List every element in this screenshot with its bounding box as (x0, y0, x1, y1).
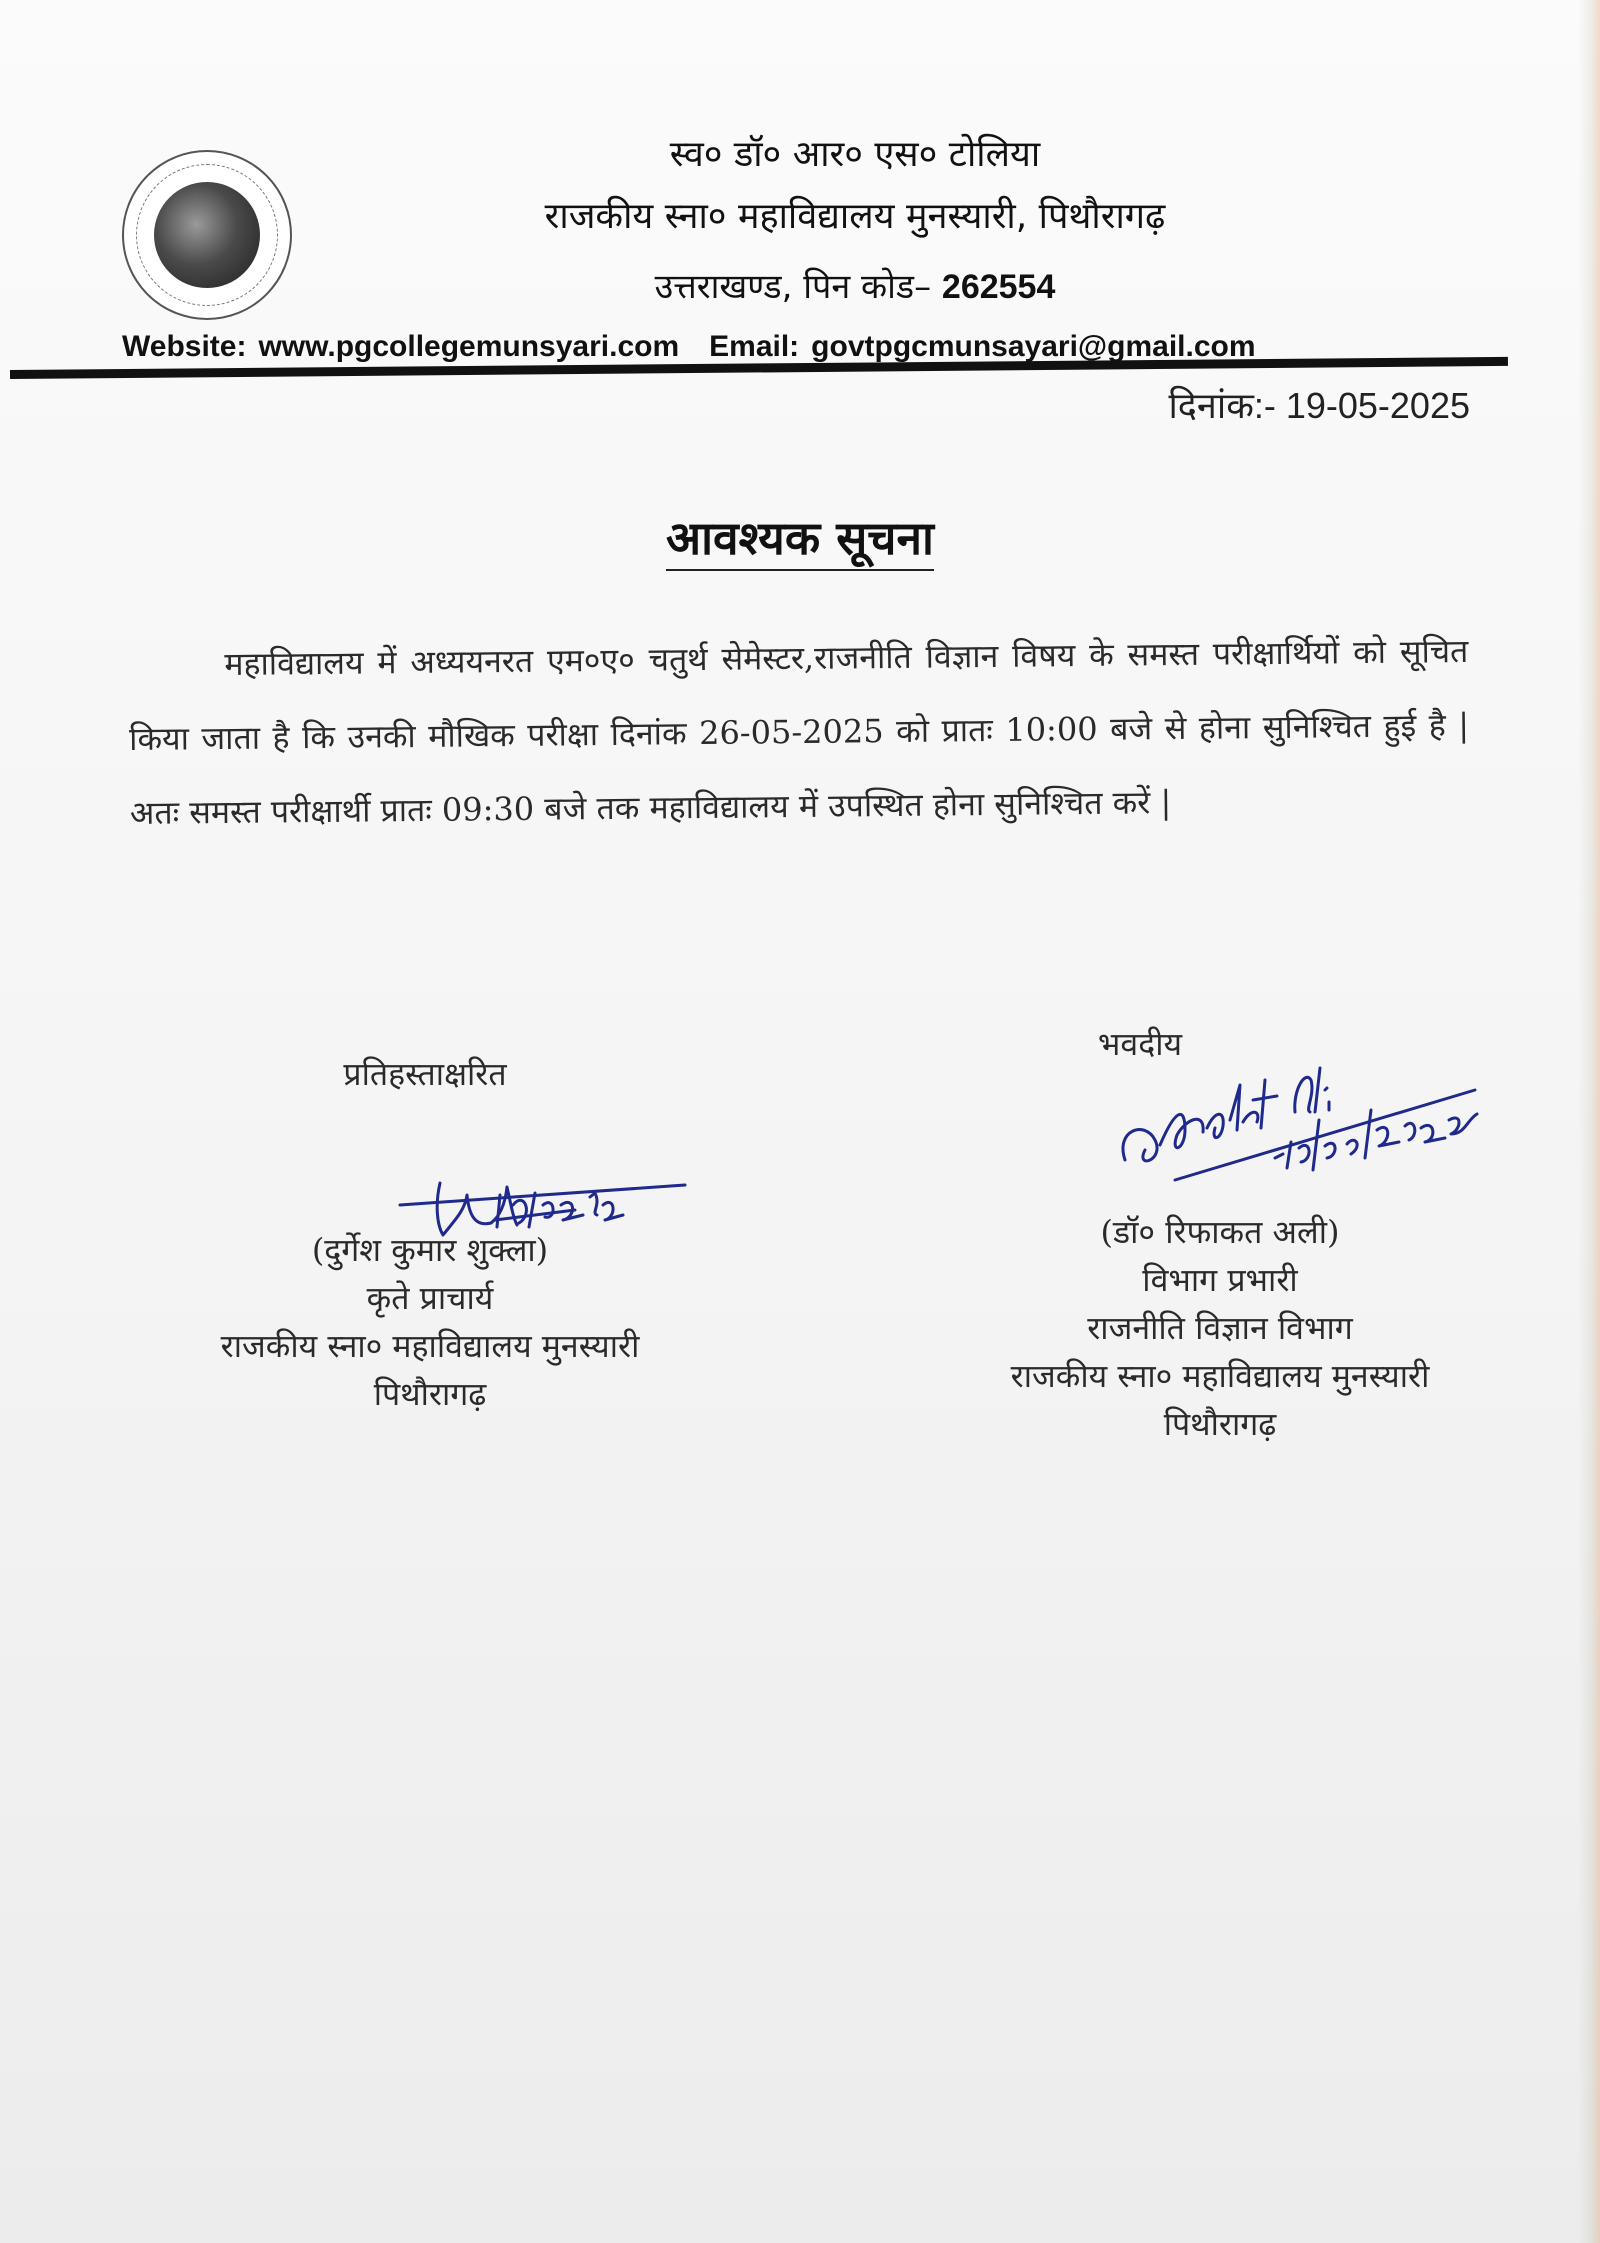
right-signatory-institution: राजकीय स्ना० महाविद्यालय मुनस्यारी (1010, 1357, 1430, 1395)
countersigned-heading: प्रतिहस्ताक्षरित (343, 1055, 507, 1093)
right-signatory-department: राजनीति विज्ञान विभाग (1087, 1309, 1353, 1347)
signatory-left (140, 1050, 720, 1418)
contact-line (122, 330, 1256, 364)
notice-body: महाविद्यालय में अध्ययनरत एम०ए० चतुर्थ सेमेस्टर,राजनीति विज्ञान विषय के समस्त परीक्षार्थियों को सूचित किया जाता है कि उनकी मौखिक परीक्षा दिनांक 26-05-2025 को प्रातः 10:00 बजे से होना सुनिश्चित हुई है | अतः समस्त परीक्षार्थी प्रातः 09:30 बजे तक महाविद्यालय में उपस्थित होना सुनिश्चित करें | (128, 631, 1470, 832)
left-signatory-name: (दुर्गेश कुमार शुक्ला) (311, 1231, 549, 1269)
header-pin-code: 262554 (941, 268, 1056, 306)
notice-date: दिनांक:- 19-05-2025 (1168, 385, 1470, 426)
right-signatory-place: पिथौरागढ़ (1163, 1405, 1277, 1443)
notice-title (0, 506, 1600, 568)
yours-heading: भवदीय (1097, 1025, 1183, 1063)
right-signatory-designation: विभाग प्रभारी (1142, 1261, 1298, 1299)
header-line-3 (0, 262, 1600, 308)
left-signatory-place: पिथौरागढ़ (373, 1375, 487, 1413)
website-link[interactable]: www.pgcollegemunsyari.com (258, 330, 680, 363)
notice-title-text: आवश्यक सूचना (666, 511, 934, 571)
left-signatory-institution: राजकीय स्ना० महाविद्यालय मुनस्यारी (220, 1327, 640, 1365)
email-link[interactable]: govtpgcmunsayari@gmail.com (811, 330, 1256, 363)
email-label: Email: (709, 330, 800, 363)
header-line-1: स्व० डॉ० आर० एस० टोलिया (669, 134, 1041, 175)
website-label: Website: (122, 330, 247, 363)
left-signatory-designation: कृते प्राचार्य (366, 1279, 494, 1317)
signatory-right (930, 1020, 1510, 1448)
header-line-2: राजकीय स्ना० महाविद्यालय मुनस्यारी, पिथौरागढ़ (544, 196, 1166, 237)
header-place: उत्तराखण्ड, पिन कोड– (654, 267, 932, 307)
right-signatory-name: (डॉ० रिफाकत अली) (1100, 1213, 1340, 1251)
